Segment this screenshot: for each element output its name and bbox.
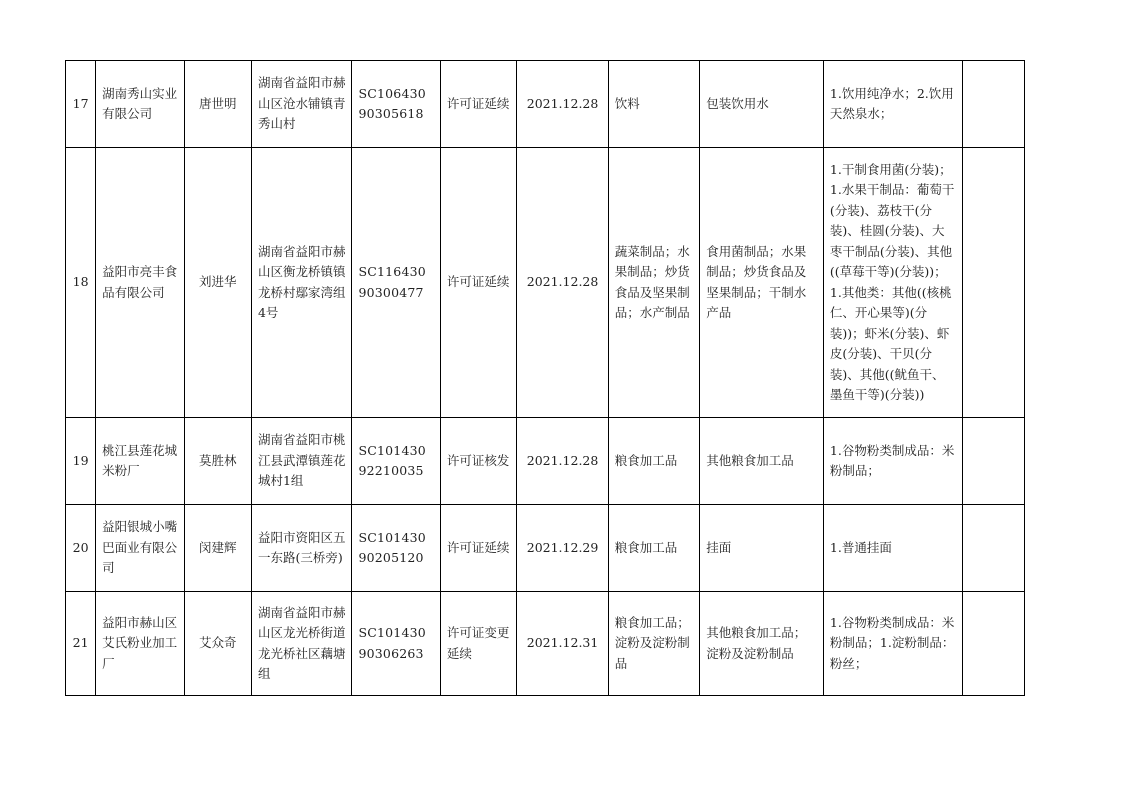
food-category-cell: 蔬菜制品；水果制品；炒货食品及坚果制品；水产制品	[608, 148, 699, 418]
permit-matter-cell: 许可证延续	[440, 61, 516, 148]
row-number-cell: 17	[66, 61, 96, 148]
legal-representative-cell: 刘进华	[184, 148, 251, 418]
permit-matter-cell: 许可证延续	[440, 148, 516, 418]
production-address-cell: 益阳市资阳区五一东路(三桥旁)	[251, 505, 352, 592]
product-type-cell: 其他粮食加工品	[700, 418, 824, 505]
company-name-cell: 湖南秀山实业有限公司	[96, 61, 184, 148]
permit-matter-cell: 许可证延续	[440, 505, 516, 592]
product-type-cell: 其他粮食加工品；淀粉及淀粉制品	[700, 592, 824, 696]
remark-cell	[962, 148, 1024, 418]
table-row	[66, 592, 1025, 696]
remark-cell	[962, 61, 1024, 148]
issue-date-cell: 2021.12.31	[517, 592, 608, 696]
product-detail-cell: 1.谷物粉类制成品：米粉制品；1.淀粉制品：粉丝；	[823, 592, 962, 696]
production-address-cell: 湖南省益阳市赫山区龙光桥街道龙光桥社区藕塘组	[251, 592, 352, 696]
permit-matter-cell: 许可证变更延续	[440, 592, 516, 696]
food-category-cell: 粮食加工品	[608, 418, 699, 505]
legal-representative-cell: 闵建辉	[184, 505, 251, 592]
product-detail-cell: 1.普通挂面	[823, 505, 962, 592]
product-type-cell: 挂面	[700, 505, 824, 592]
issue-date-cell: 2021.12.29	[517, 505, 608, 592]
table-row	[66, 61, 1025, 148]
product-type-cell: 食用菌制品；水果制品；炒货食品及坚果制品；干制水产品	[700, 148, 824, 418]
remark-cell	[962, 505, 1024, 592]
issue-date-cell: 2021.12.28	[517, 148, 608, 418]
company-name-cell: 益阳市赫山区艾氏粉业加工厂	[96, 592, 184, 696]
company-name-cell: 益阳银城小嘴巴面业有限公司	[96, 505, 184, 592]
license-number-cell: SC11643090300477	[352, 148, 440, 418]
remark-cell	[962, 592, 1024, 696]
legal-representative-cell: 艾众奇	[184, 592, 251, 696]
food-category-cell: 饮料	[608, 61, 699, 148]
license-number-cell: SC10643090305618	[352, 61, 440, 148]
permit-matter-cell: 许可证核发	[440, 418, 516, 505]
production-address-cell: 湖南省益阳市赫山区衡龙桥镇镇龙桥村鄢家湾组4号	[251, 148, 352, 418]
remark-cell	[962, 418, 1024, 505]
row-number-cell: 18	[66, 148, 96, 418]
row-number-cell: 21	[66, 592, 96, 696]
license-number-cell: SC10143092210035	[352, 418, 440, 505]
permit-table-body	[66, 61, 1025, 696]
food-category-cell: 粮食加工品；淀粉及淀粉制品	[608, 592, 699, 696]
production-address-cell: 湖南省益阳市桃江县武潭镇莲花城村1组	[251, 418, 352, 505]
product-detail-cell: 1.饮用纯净水；2.饮用天然泉水；	[823, 61, 962, 148]
production-address-cell: 湖南省益阳市赫山区沧水铺镇青秀山村	[251, 61, 352, 148]
permit-table	[65, 60, 1025, 696]
table-row	[66, 148, 1025, 418]
product-type-cell: 包装饮用水	[700, 61, 824, 148]
product-detail-cell: 1.谷物粉类制成品：米粉制品；	[823, 418, 962, 505]
legal-representative-cell: 莫胜林	[184, 418, 251, 505]
company-name-cell: 益阳市亮丰食品有限公司	[96, 148, 184, 418]
legal-representative-cell: 唐世明	[184, 61, 251, 148]
license-number-cell: SC10143090205120	[352, 505, 440, 592]
food-category-cell: 粮食加工品	[608, 505, 699, 592]
row-number-cell: 20	[66, 505, 96, 592]
table-row	[66, 418, 1025, 505]
issue-date-cell: 2021.12.28	[517, 418, 608, 505]
row-number-cell: 19	[66, 418, 96, 505]
table-row	[66, 505, 1025, 592]
issue-date-cell: 2021.12.28	[517, 61, 608, 148]
license-number-cell: SC10143090306263	[352, 592, 440, 696]
company-name-cell: 桃江县莲花城米粉厂	[96, 418, 184, 505]
product-detail-cell: 1.干制食用菌(分装)；1.水果干制品：葡萄干(分装)、荔枝干(分装)、桂圆(分装)、大枣干制品(分装)、其他((草莓干等)(分装))；1.其他类：其他((核桃仁、开心果等)(分装))；虾米(分装)、虾皮(分装)、干贝(分装)、其他((鱿鱼干、墨鱼干等)(分装))	[823, 148, 962, 418]
